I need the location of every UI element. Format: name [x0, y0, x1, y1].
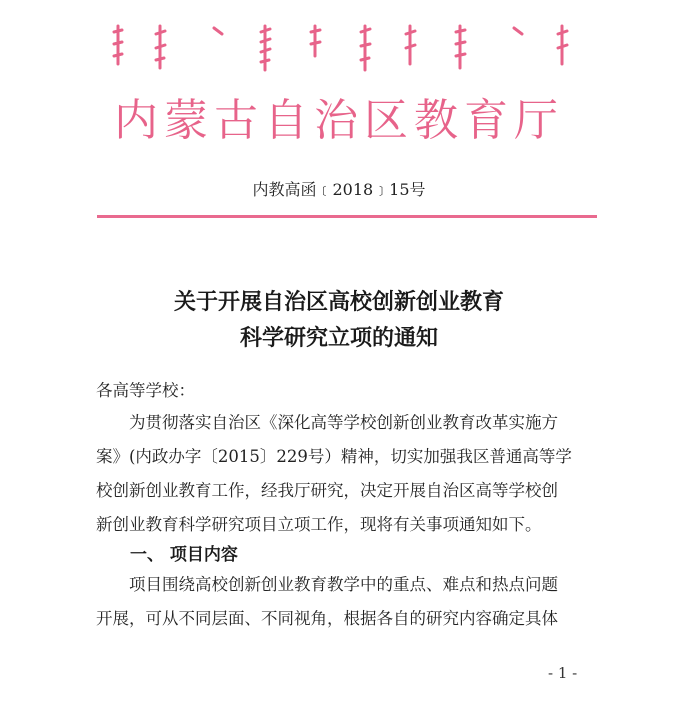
mongolian-script-glyphs: [110, 18, 580, 74]
agency-name: 内蒙古自治区教育厅: [114, 95, 564, 146]
paragraph-1-line: 案》(内政办字〔2015〕229号）精神，切实加强我区普通高等学: [96, 447, 572, 466]
notice-title: [0, 284, 678, 356]
paragraph-1-line: 为贯彻落实自治区《深化高等学校创新创业教育改革实施方: [96, 413, 558, 432]
mongolian-script-header: [110, 18, 580, 74]
red-separator-line: [97, 215, 597, 218]
paragraph-1-line: 校创新创业教育工作，经我厅研究，决定开展自治区高等学校创: [96, 481, 558, 500]
paragraph-2-line: 开展，可从不同层面、不同视角，根据各自的研究内容确定具体: [96, 609, 558, 628]
section-1-heading: 一、 项目内容: [96, 545, 238, 565]
paragraph-2: [96, 568, 616, 636]
paragraph-2-line: 项目围绕高校创新创业教育教学中的重点、难点和热点问题: [96, 575, 558, 594]
notice-title-line-1: 关于开展自治区高校创新创业教育: [173, 289, 504, 315]
document-number: 内教高函﹝2018﹞15号: [252, 180, 426, 199]
paragraph-1-line: 新创业教育科学研究项目立项工作，现将有关事项通知如下。: [96, 515, 542, 534]
notice-title-line-2: 科学研究立项的通知: [239, 325, 438, 351]
paragraph-1: [96, 406, 616, 542]
salutation: 各高等学校：: [96, 381, 195, 400]
page-number: - 1 -: [548, 664, 578, 682]
